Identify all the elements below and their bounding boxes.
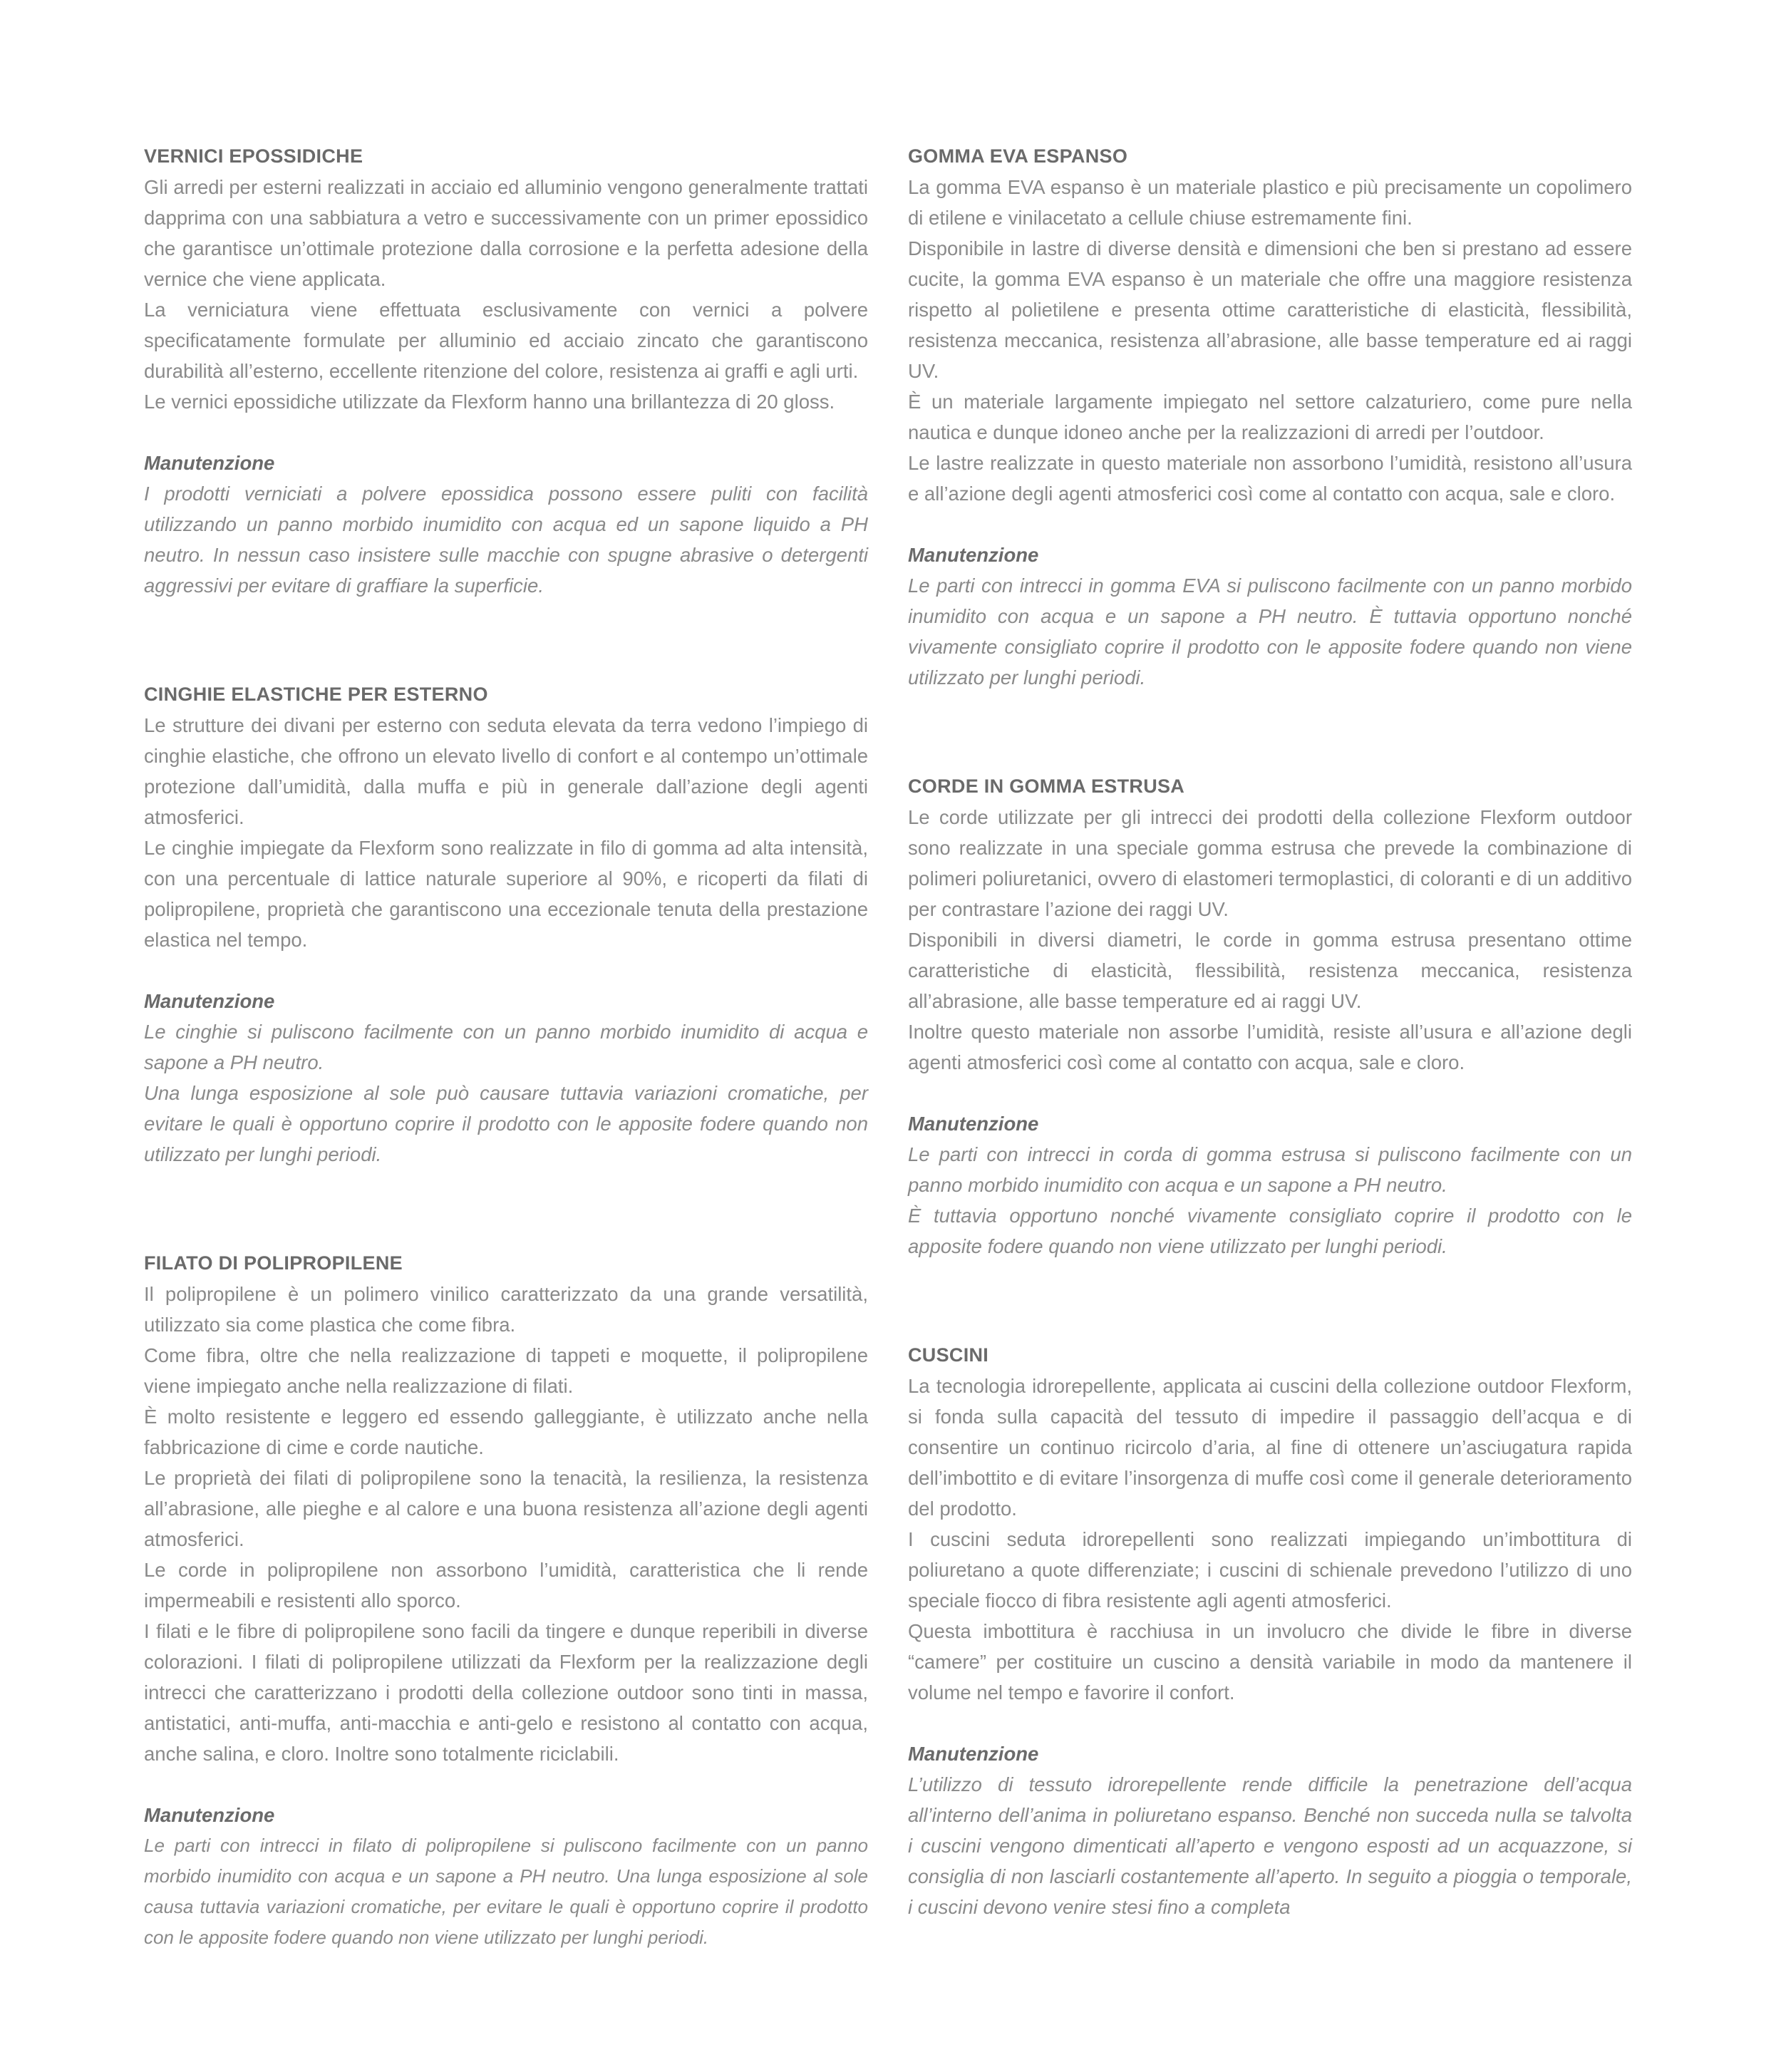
section-title: CORDE IN GOMMA ESTRUSA [908, 775, 1185, 797]
paragraph: Questa imbottitura è racchiusa in un involucro che divide le fibre in diverse “camere” per costituire un cuscino a densità variabile in modo da mantenere il volume nel tempo e favorire il confort. [908, 1620, 1632, 1704]
maintenance-title: Manutenzione [908, 1743, 1039, 1765]
maintenance-paragraph: Le cinghie si puliscono facilmente con un panno morbido inumidito di acqua e sapone a PH neutro. [144, 1021, 868, 1073]
paragraph: La gomma EVA espanso è un materiale plastico e più precisamente un copolimero di etilene e vinilacetato a cellule chiuse estremamente fini. [908, 176, 1632, 229]
maintenance-title: Manutenzione [908, 1113, 1039, 1135]
paragraph: Inoltre questo materiale non assorbe l’umidità, resiste all’usura e all’azione degli agenti atmosferici così come al contatto con acqua, sale e cloro. [908, 1021, 1632, 1073]
paragraph: È un materiale largamente impiegato nel settore calzaturiero, come pure nella nautica e dunque idoneo anche per la realizzazioni di arredi per l’outdoor. [908, 391, 1632, 443]
paragraph: La verniciatura viene effettuata esclusivamente con vernici a polvere specificatamente formulate per alluminio ed acciaio zincato che garantiscono durabilità all’esterno, eccellente ritenzione del colore, resistenza ai graffi e agli urti. [144, 299, 868, 382]
paragraph: I filati e le fibre di polipropilene sono facili da tingere e dunque reperibili in diverse colorazioni. I filati di polipropilene utilizzati da Flexform per la realizzazione degli intrecci che caratterizzano i prodotti della collezione outdoor sono tinti in massa, antistatici, anti-muffa, anti-macchia e anti-gelo e resistono al contatto con acqua, anche salina, e cloro. Inoltre sono totalmente riciclabili. [144, 1620, 868, 1765]
paragraph: I cuscini seduta idrorepellenti sono realizzati impiegando un’imbottitura di poliuretano a quote differenziate; i cuscini di schienale prevedono l’utilizzo di uno speciale fiocco di fibra resistente agli agenti atmosferici. [908, 1528, 1632, 1612]
paragraph: Le strutture dei divani per esterno con seduta elevata da terra vedono l’impiego di cinghie elastiche, che offrono un elevato livello di confort e al contempo un’ottimale protezione dall’umidità, dalla muffa e più in generale dall’azione degli agenti atmosferici. [144, 714, 868, 828]
right-column [908, 141, 1632, 1922]
maintenance-title: Manutenzione [908, 544, 1039, 566]
paragraph: Le corde utilizzate per gli intrecci dei prodotti della collezione Flexform outdoor sono realizzate in una speciale gomma estrusa che prevede la combinazione di polimeri poliuretanici, ovvero di elastomeri termoplastici, di coloranti e di un additivo per contrastare l’azione dei raggi UV. [908, 806, 1632, 920]
paragraph: Come fibra, oltre che nella realizzazione di tappeti e moquette, il polipropilene viene impiegato anche nella realizzazione di filati. [144, 1344, 868, 1397]
paragraph: Gli arredi per esterni realizzati in acciaio ed alluminio vengono generalmente trattati dapprima con una sabbiatura a vetro e successivamente con un primer epossidico che garantisce un’ottimale protezione dalla corrosione e la perfetta adesione della vernice che viene applicata. [144, 176, 868, 290]
maintenance-title: Manutenzione [144, 990, 275, 1012]
section-title: CINGHIE ELASTICHE PER ESTERNO [144, 684, 488, 705]
section-title: FILATO DI POLIPROPILENE [144, 1252, 403, 1274]
paragraph: Le corde in polipropilene non assorbono l’umidità, caratteristica che li rende impermeabili e resistenti allo sporco. [144, 1559, 868, 1612]
paragraph: Il polipropilene è un polimero vinilico caratterizzato da una grande versatilità, utilizzato sia come plastica che come fibra. [144, 1283, 868, 1336]
paragraph: Disponibili in diversi diametri, le corde in gomma estrusa presentano ottime caratteristiche di elasticità, flessibilità, resistenza meccanica, resistenza all’abrasione, alle basse temperature ed ai raggi UV. [908, 929, 1632, 1012]
maintenance-paragraph: È tuttavia opportuno nonché vivamente consigliato coprire il prodotto con le apposite fodere quando non viene utilizzato per lunghi periodi. [908, 1205, 1632, 1257]
section-cinghie-elastiche [144, 679, 868, 1170]
section-filato-polipropilene [144, 1248, 868, 1953]
maintenance-paragraph: Le parti con intrecci in filato di polipropilene si puliscono facilmente con un panno morbido inumidito con acqua e un sapone a PH neutro. Una lunga esposizione al sole causa tuttavia variazioni cromatiche, per evitare le quali è opportuno coprire il prodotto con le apposite fodere quando non viene utilizzato per lunghi periodi. [144, 1835, 868, 1948]
maintenance-paragraph: L’utilizzo di tessuto idrorepellente rende difficile la penetrazione dell’acqua all’interno dell’anima in poliuretano espanso. Benché non succeda nulla se talvolta i cuscini vengono dimenticati all’aperto e vengono esposti ad un acquazzone, si consiglia di non lasciarli costantemente all’aperto. In seguito a pioggia o temporale, i cuscini devono venire stesi fino a completa [908, 1773, 1632, 1918]
section-vernici-epossidiche [144, 141, 868, 601]
maintenance-paragraph: Una lunga esposizione al sole può causare tuttavia variazioni cromatiche, per evitare le quali è opportuno coprire il prodotto con le apposite fodere quando non utilizzato per lunghi periodi. [144, 1082, 868, 1165]
left-column [144, 141, 868, 1953]
section-title: GOMMA EVA ESPANSO [908, 145, 1128, 167]
maintenance-title: Manutenzione [144, 1804, 275, 1826]
maintenance-paragraph: Le parti con intrecci in corda di gomma estrusa si puliscono facilmente con un panno morbido inumidito con acqua e un sapone a PH neutro. [908, 1143, 1632, 1196]
maintenance-paragraph: I prodotti verniciati a polvere epossidica possono essere puliti con facilità utilizzando un panno morbido inumidito con acqua ed un sapone liquido a PH neutro. In nessun caso insistere sulle macchie con spugne abrasive o detergenti aggressivi per evitare di graffiare la superficie. [144, 483, 868, 597]
paragraph: Disponibile in lastre di diverse densità e dimensioni che ben si prestano ad essere cucite, la gomma EVA espanso è un materiale che offre una maggiore resistenza rispetto al polietilene e presenta ottime caratteristiche di elasticità, flessibilità, resistenza meccanica, resistenza all’abrasione, alle basse temperature ed ai raggi UV. [908, 237, 1632, 382]
section-title: VERNICI EPOSSIDICHE [144, 145, 363, 167]
paragraph: Le proprietà dei filati di polipropilene sono la tenacità, la resilienza, la resistenza all’abrasione, alle pieghe e al calore e una buona resistenza all’azione degli agenti atmosferici. [144, 1467, 868, 1550]
section-cuscini [908, 1340, 1632, 1922]
paragraph: È molto resistente e leggero ed essendo galleggiante, è utilizzato anche nella fabbricazione di cime e corde nautiche. [144, 1406, 868, 1458]
maintenance-title: Manutenzione [144, 452, 275, 474]
paragraph: La tecnologia idrorepellente, applicata ai cuscini della collezione outdoor Flexform, si fonda sulla capacità del tessuto di impedire il passaggio dell’acqua e di consentire un continuo ricircolo d’aria, al fine di ottenere un’asciugatura rapida dell’imbottito e di evitare l’insorgenza di muffe così come il generale deterioramento del prodotto. [908, 1375, 1632, 1520]
maintenance-paragraph: Le parti con intrecci in gomma EVA si puliscono facilmente con un panno morbido inumidito con acqua e un sapone a PH neutro. È tuttavia opportuno nonché vivamente consigliato coprire il prodotto con le apposite fodere quando non viene utilizzato per lunghi periodi. [908, 574, 1632, 689]
section-title: CUSCINI [908, 1344, 989, 1366]
paragraph: Le cinghie impiegate da Flexform sono realizzate in filo di gomma ad alta intensità, con una percentuale di lattice naturale superiore al 90%, e ricoperti da filati di polipropilene, proprietà che garantiscono una eccezionale tenuta della prestazione elastica nel tempo. [144, 837, 868, 951]
section-gomma-eva [908, 141, 1632, 693]
paragraph: Le lastre realizzate in questo materiale non assorbono l’umidità, resistono all’usura e all’azione degli agenti atmosferici così come al contatto con acqua, sale e cloro. [908, 452, 1632, 505]
section-corde-gomma-estrusa [908, 771, 1632, 1262]
paragraph: Le vernici epossidiche utilizzate da Flexform hanno una brillantezza di 20 gloss. [144, 391, 835, 413]
